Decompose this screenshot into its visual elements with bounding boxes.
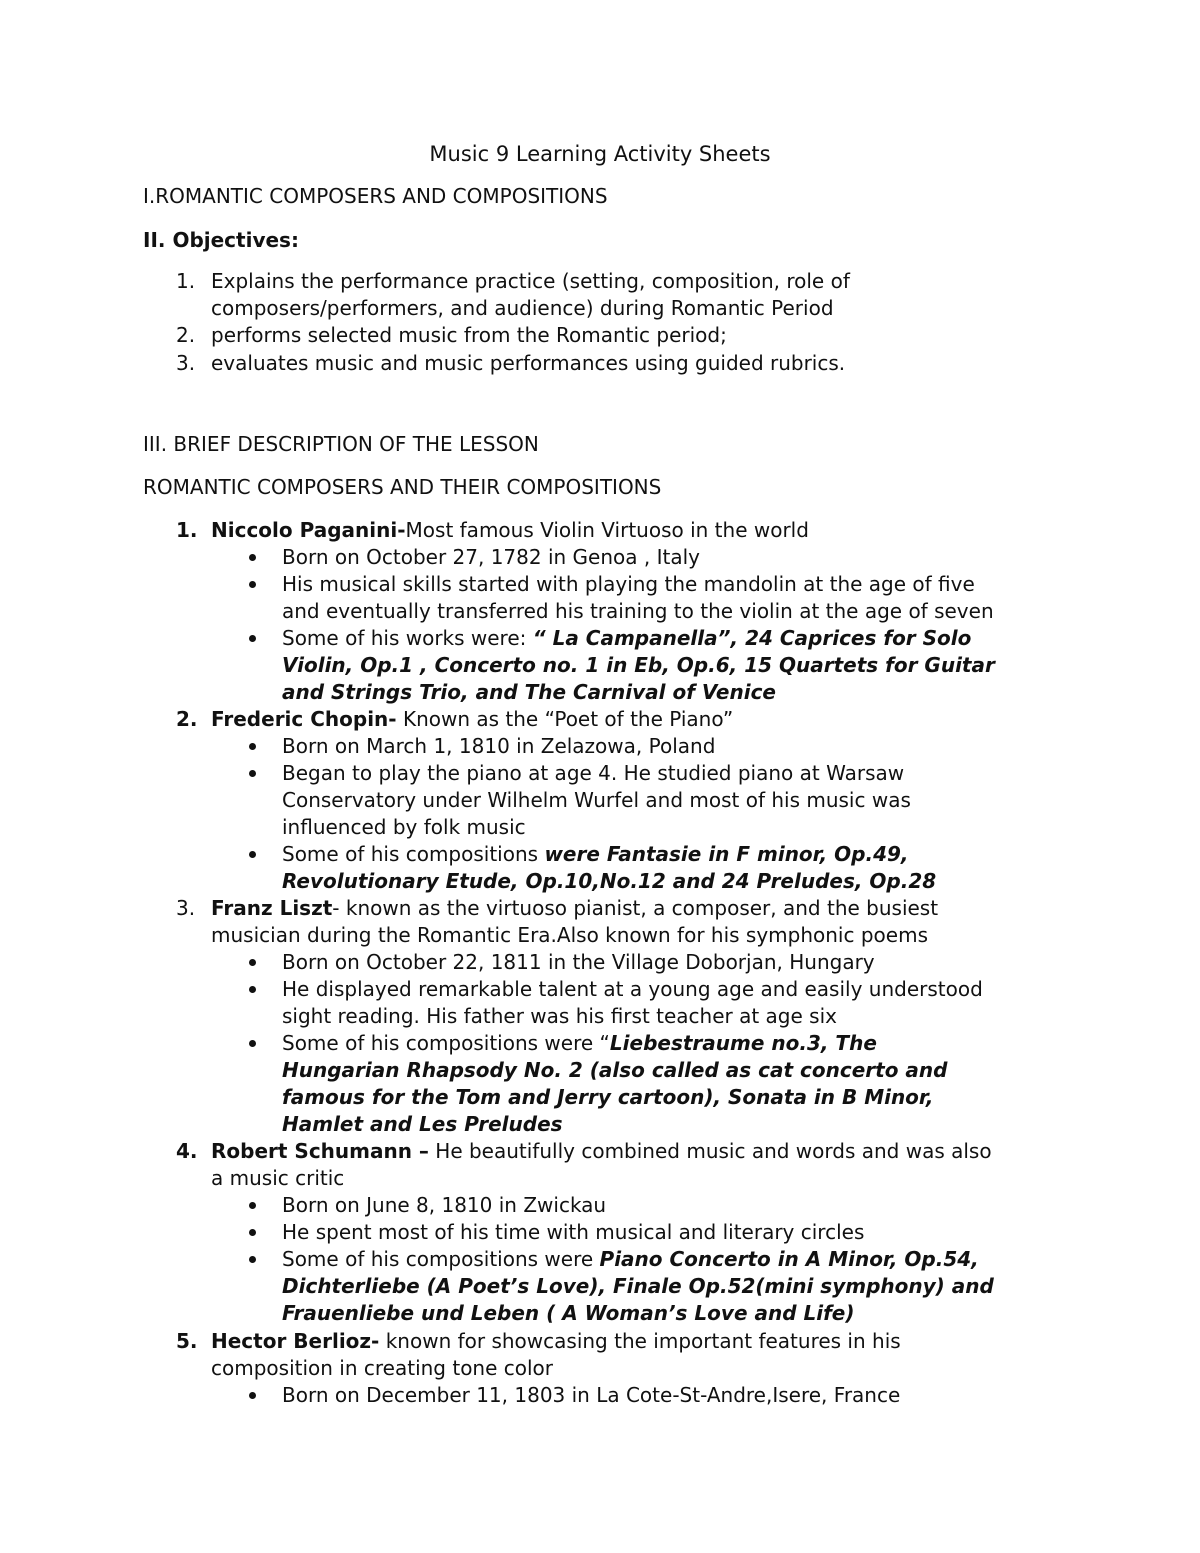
works-titles: Revolutionary Etude, Op.10,No.12 and 24 Preludes, Op.28 xyxy=(282,869,937,893)
composer-number: 1. xyxy=(176,518,198,542)
works-line xyxy=(282,625,971,652)
works-titles: Hungarian Rhapsody No. 2 (also called as cat concerto and xyxy=(282,1058,948,1082)
bullet-text: Began to play the piano at age 4. He studied piano at Warsaw xyxy=(282,761,905,785)
section-heading-1: I.ROMANTIC COMPOSERS AND COMPOSITIONS xyxy=(143,184,608,208)
composer-number: 2. xyxy=(176,707,198,731)
composer-entry-paganini xyxy=(211,517,809,544)
objective-number: 2. xyxy=(176,323,196,347)
bullet-icon xyxy=(249,743,256,750)
composer-number: 3. xyxy=(176,896,196,920)
composer-entry-chopin xyxy=(211,706,733,733)
composer-name: Robert Schumann – xyxy=(211,1139,429,1163)
bullet-icon xyxy=(249,554,256,561)
composer-name: Niccolo Paganini- xyxy=(211,518,406,542)
bullet-icon xyxy=(249,1040,256,1047)
bullet-text: Conservatory under Wilhelm Wurfel and most of his music was xyxy=(282,788,911,812)
composer-description: Most famous Violin Virtuoso in the world xyxy=(405,518,809,542)
works-line xyxy=(282,1030,877,1057)
composer-number: 4. xyxy=(176,1139,198,1163)
works-intro: Some of his compositions were “ xyxy=(282,1031,610,1055)
bullet-icon xyxy=(249,770,256,777)
composer-description: He beautifully combined music and words and was also xyxy=(428,1139,992,1163)
objectives-heading: II. Objectives: xyxy=(143,228,299,252)
bullet-icon xyxy=(249,635,256,642)
composer-description: a music critic xyxy=(211,1166,345,1190)
works-titles: Hamlet and Les Preludes xyxy=(282,1112,563,1136)
composer-entry-berlioz xyxy=(211,1328,901,1355)
works-intro: Some of his works were: xyxy=(282,626,533,650)
objective-text: performs selected music from the Romantic period; xyxy=(211,323,727,347)
works-titles: Dichterliebe (A Poet’s Love), Finale Op.52(mini symphony) and xyxy=(282,1274,994,1298)
section-heading-3: III. BRIEF DESCRIPTION OF THE LESSON xyxy=(143,432,539,456)
bullet-text: Born on December 11, 1803 in La Cote-St-Andre,Isere, France xyxy=(282,1383,901,1407)
bullet-icon xyxy=(249,581,256,588)
bullet-text: His musical skills started with playing the mandolin at the age of five xyxy=(282,572,975,596)
composers-subheading: ROMANTIC COMPOSERS AND THEIR COMPOSITIONS xyxy=(143,475,662,499)
bullet-icon xyxy=(249,1229,256,1236)
bullet-text: He displayed remarkable talent at a young age and easily understood xyxy=(282,977,983,1001)
works-titles: Piano Concerto in A Minor, Op.54, xyxy=(599,1247,979,1271)
works-intro: Some of his compositions were xyxy=(282,1247,600,1271)
composer-description: - known as the virtuoso pianist, a composer, and the busiest xyxy=(332,896,939,920)
bullet-text: influenced by folk music xyxy=(282,815,526,839)
works-titles: and Strings Trio, and The Carnival of Venice xyxy=(282,680,776,704)
works-titles: famous for the Tom and Jerry cartoon), Sonata in B Minor, xyxy=(282,1085,934,1109)
works-titles: Violin, Op.1 , Concerto no. 1 in Eb, Op.6, 15 Quartets for Guitar xyxy=(282,653,995,677)
objective-text: composers/performers, and audience) during Romantic Period xyxy=(211,296,834,320)
bullet-text: and eventually transferred his training to the violin at the age of seven xyxy=(282,599,994,623)
composer-entry-schumann xyxy=(211,1138,992,1165)
works-intro: Some of his compositions xyxy=(282,842,545,866)
bullet-text: sight reading. His father was his first teacher at age six xyxy=(282,1004,837,1028)
bullet-text: He spent most of his time with musical and literary circles xyxy=(282,1220,865,1244)
composer-description: Known as the “Poet of the Piano” xyxy=(396,707,734,731)
works-titles: Liebestraume no.3, The xyxy=(609,1031,877,1055)
bullet-text: Born on March 1, 1810 in Zelazowa, Poland xyxy=(282,734,716,758)
objective-number: 1. xyxy=(176,269,196,293)
objective-text: evaluates music and music performances using guided rubrics. xyxy=(211,351,846,375)
bullet-icon xyxy=(249,959,256,966)
bullet-icon xyxy=(249,1392,256,1399)
composer-number: 5. xyxy=(176,1329,198,1353)
composer-name: Frederic Chopin- xyxy=(211,707,397,731)
bullet-text: Born on October 22, 1811 in the Village Doborjan, Hungary xyxy=(282,950,875,974)
works-titles: “ La Campanella”, 24 Caprices for Solo xyxy=(532,626,972,650)
objective-text: Explains the performance practice (setting, composition, role of xyxy=(211,269,850,293)
composer-entry-liszt xyxy=(211,895,938,922)
bullet-icon xyxy=(249,1202,256,1209)
composer-name: Franz Liszt xyxy=(211,896,333,920)
bullet-text: Born on October 27, 1782 in Genoa , Italy xyxy=(282,545,700,569)
works-titles: were Fantasie in F minor, Op.49, xyxy=(544,842,909,866)
works-line xyxy=(282,841,909,868)
bullet-text: Born on June 8, 1810 in Zwickau xyxy=(282,1193,607,1217)
bullet-icon xyxy=(249,986,256,993)
bullet-icon xyxy=(249,851,256,858)
works-titles: Frauenliebe und Leben ( A Woman’s Love and Life) xyxy=(282,1301,855,1325)
bullet-icon xyxy=(249,1256,256,1263)
composer-description: musician during the Romantic Era.Also known for his symphonic poems xyxy=(211,923,928,947)
composer-description: composition in creating tone color xyxy=(211,1356,554,1380)
objective-number: 3. xyxy=(176,351,196,375)
composer-name: Hector Berlioz- xyxy=(211,1329,380,1353)
composer-description: known for showcasing the important features in his xyxy=(379,1329,901,1353)
document-title: Music 9 Learning Activity Sheets xyxy=(429,142,771,166)
works-line xyxy=(282,1246,979,1273)
